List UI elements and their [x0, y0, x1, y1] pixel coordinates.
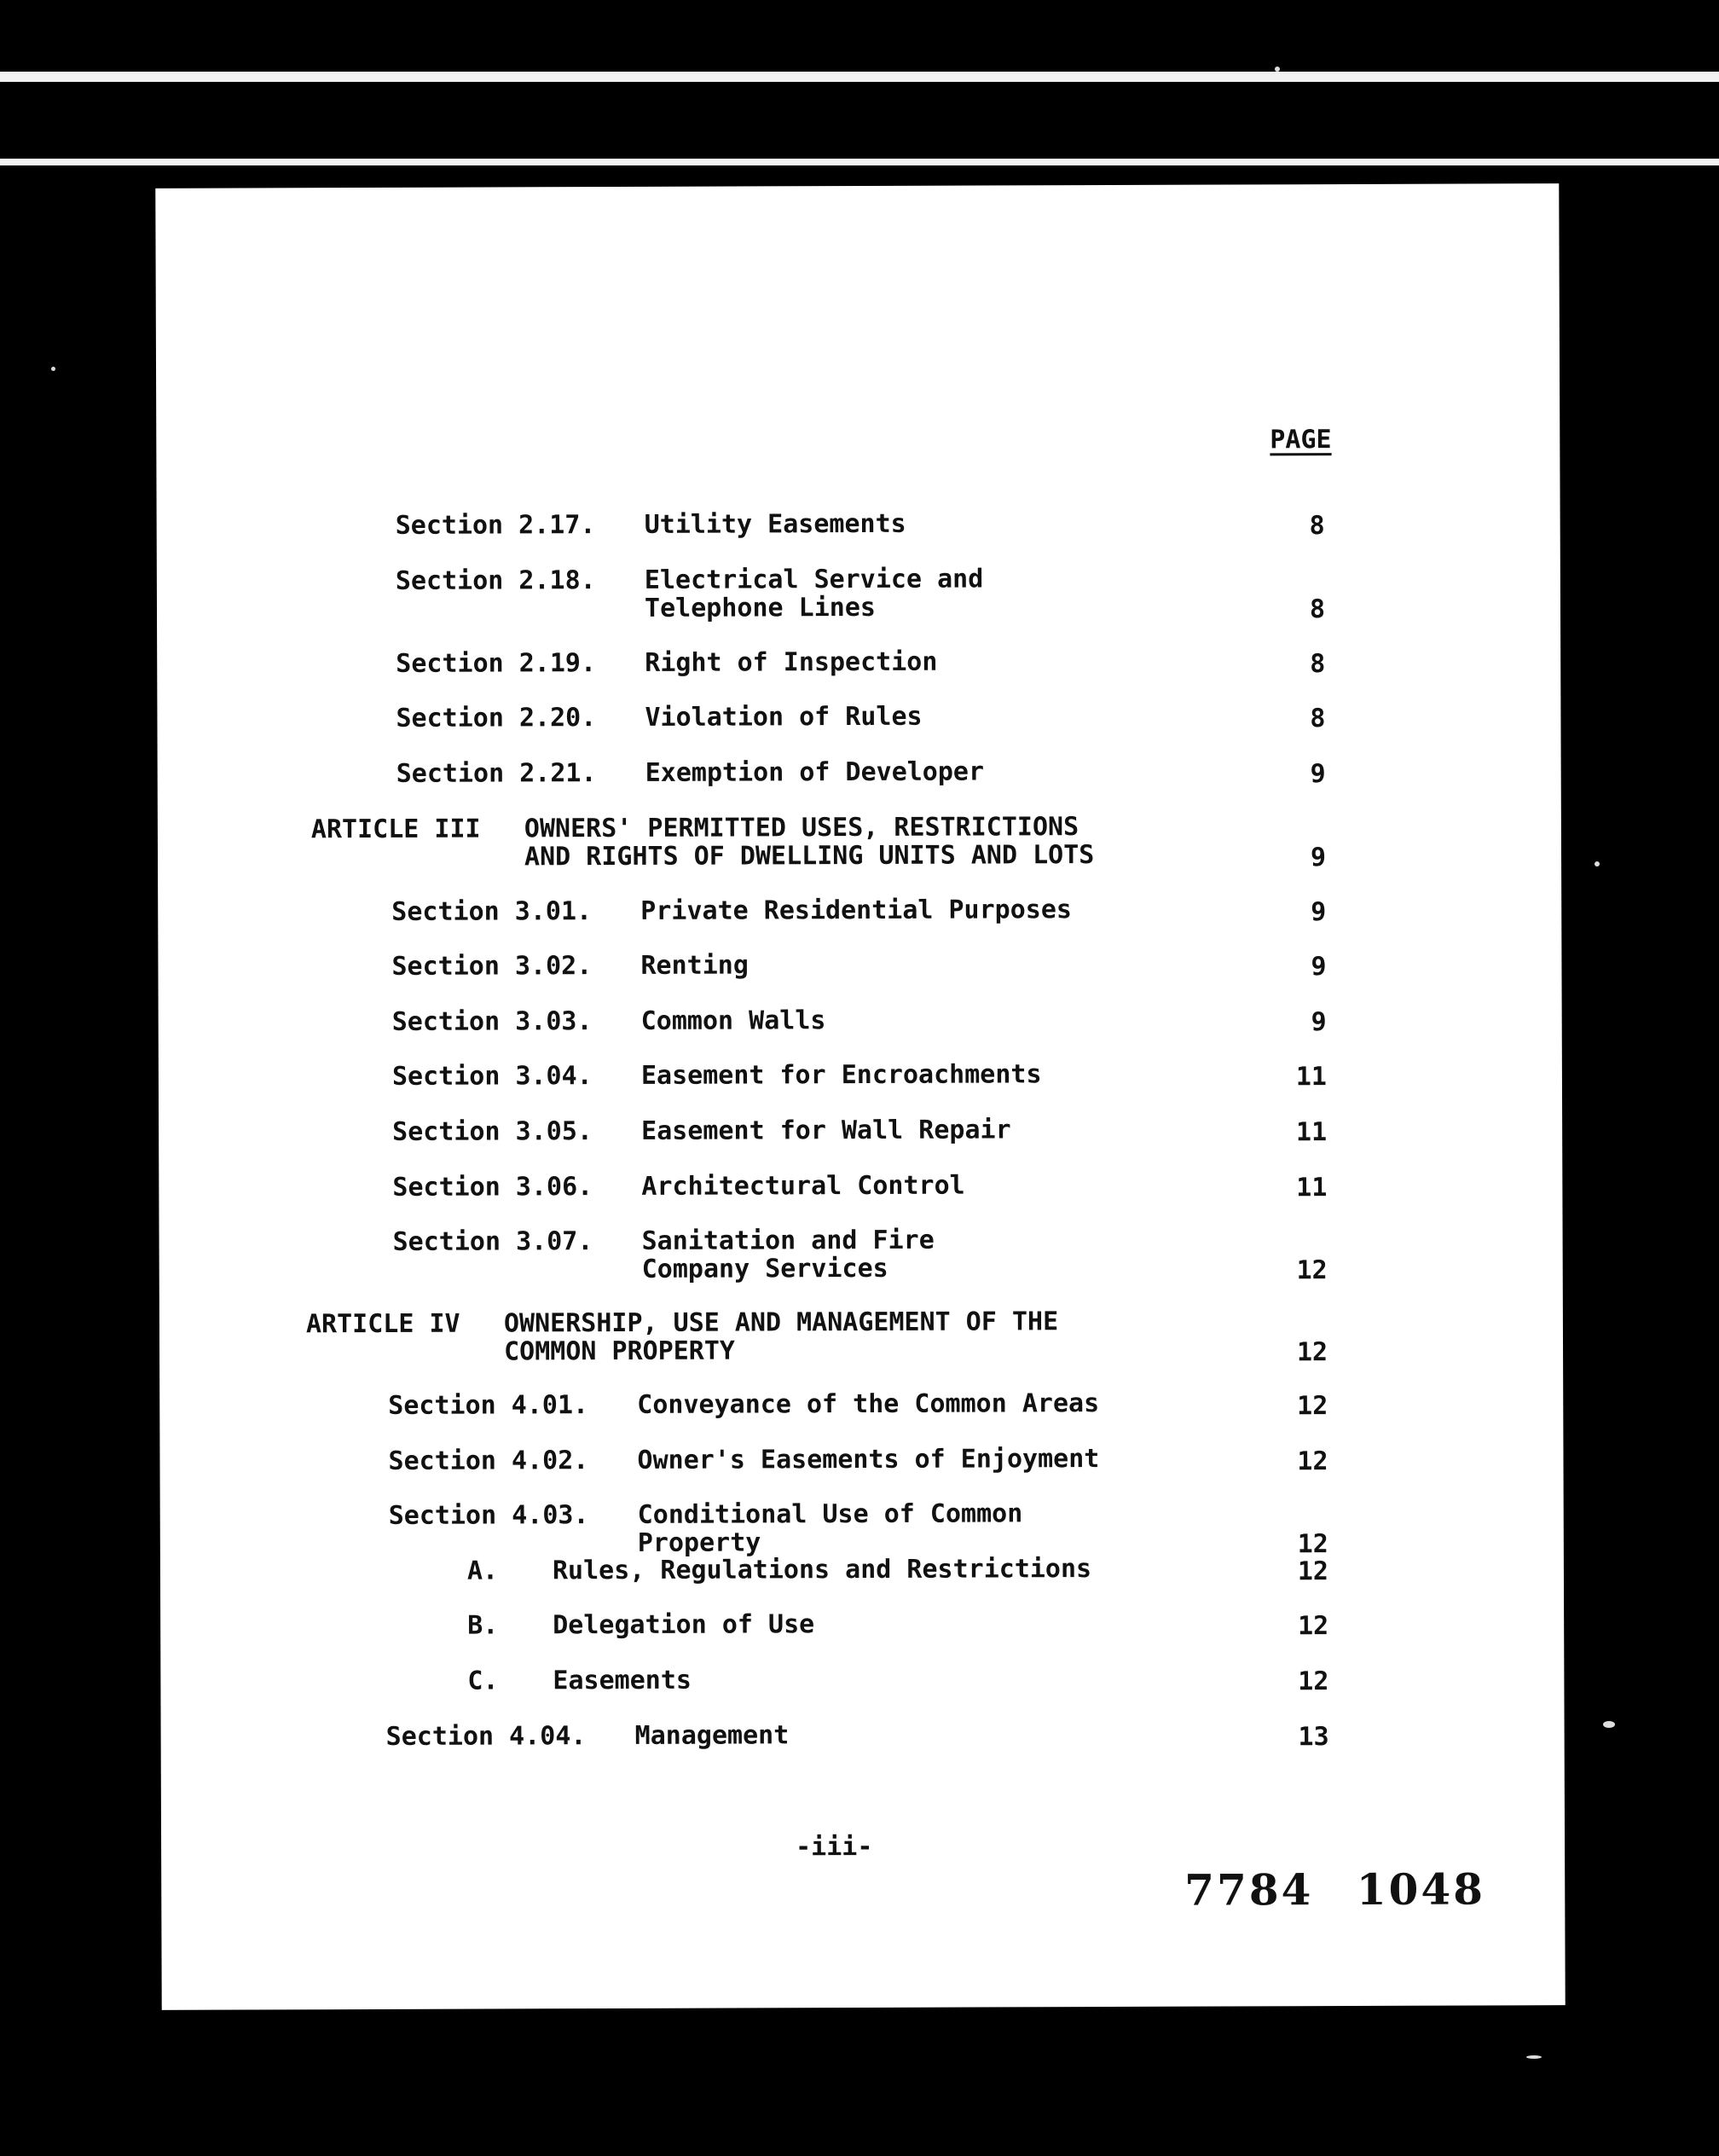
toc-entry-title [638, 1499, 1023, 1557]
toc-entry-title [640, 951, 749, 979]
toc-entry-title [637, 1445, 1099, 1475]
document-page [155, 183, 1565, 2010]
toc-entry-title [645, 703, 922, 732]
toc-entry-label: Section 4.03. [388, 1500, 589, 1531]
toc-entry-label: Section 3.01. [391, 896, 593, 927]
toc-entry-label: Section 4.02. [388, 1446, 589, 1476]
toc-entry-title-line: OWNERS' PERMITTED USES, RESTRICTIONS [524, 812, 1079, 844]
toc-entry-title [641, 1116, 1011, 1145]
toc-entry-label: Section 3.04. [391, 1061, 593, 1092]
toc-entry-title-line: Exemption of Developer [645, 756, 985, 788]
toc-entry-title [645, 565, 984, 622]
scan-speck [1275, 67, 1280, 72]
toc-entry-title [553, 1555, 1091, 1585]
toc-entry-page: 12 [1297, 1446, 1328, 1477]
toc-entry-label: ARTICLE IV [305, 1308, 460, 1340]
toc-entry-page: 8 [1309, 511, 1325, 542]
toc-entry-label: ARTICLE III [310, 814, 481, 845]
toc-entry-page: 12 [1296, 1255, 1328, 1286]
toc-entry-page: 11 [1295, 1062, 1327, 1092]
toc-entry-title-line: Telephone Lines [644, 592, 876, 623]
toc-entry-label: A. [466, 1556, 499, 1586]
toc-entry-title-line: Property [637, 1527, 761, 1558]
toc-entry-title-line: COMMON PROPERTY [503, 1336, 736, 1367]
toc-entry-title [635, 1721, 790, 1750]
toc-entry-label: Section 2.18. [395, 565, 596, 596]
toc-entry-title-line: Easement for Encroachments [640, 1059, 1042, 1091]
toc-entry-label: C. [467, 1666, 499, 1696]
toc-entry-page: 12 [1297, 1391, 1328, 1422]
toc-entry-title [645, 510, 906, 539]
toc-entry-page: 11 [1295, 1117, 1328, 1148]
toc-entry-title-line: Conditional Use of Common [637, 1498, 1023, 1530]
toc-entry-title-line: Private Residential Purposes [640, 895, 1073, 926]
toc-entry-page: 9 [1311, 1007, 1327, 1038]
toc-entry-title [524, 813, 1095, 871]
toc-entry-title-line: Rules, Regulations and Restrictions [552, 1554, 1092, 1586]
toc-entry-title [553, 1610, 814, 1639]
stamp-number: 7784 1048 [1184, 1863, 1486, 1915]
toc-entry-title [640, 895, 1072, 925]
toc-entry-title-line: Conveyance of the Common Areas [637, 1388, 1100, 1420]
toc-entry-page: 9 [1311, 952, 1327, 982]
toc-entry-title [641, 1060, 1042, 1090]
toc-entry-page: 9 [1310, 759, 1326, 790]
toc-entry-title [645, 757, 984, 786]
scan-speck [1526, 2055, 1542, 2059]
toc-entry-title-line: Renting [640, 950, 749, 981]
toc-entry-page: 8 [1309, 594, 1326, 625]
toc-entry-title-line: Owner's Easements of Enjoyment [637, 1444, 1100, 1475]
toc-entry-title-line: Architectural Control [641, 1170, 965, 1202]
toc-entry-page: 9 [1311, 897, 1327, 928]
toc-entry-title-line: Delegation of Use [553, 1609, 815, 1641]
toc-entry-page: 12 [1296, 1337, 1328, 1368]
toc-entry-page: 12 [1297, 1556, 1329, 1587]
toc-entry-page: 12 [1297, 1611, 1329, 1642]
toc-entry-label: Section 4.04. [385, 1721, 587, 1752]
scan-edge-line [0, 72, 1719, 82]
toc-entry-label: B. [467, 1610, 499, 1641]
toc-entry-label: Section 3.05. [392, 1116, 593, 1147]
toc-entry-label: Section 2.17. [395, 510, 596, 541]
toc-entry-label: Section 2.21. [396, 758, 597, 789]
scan-speck [1603, 1721, 1615, 1728]
toc-entry-title-line: OWNERSHIP, USE AND MANAGEMENT OF THE [503, 1307, 1059, 1339]
toc-entry-page: 9 [1310, 843, 1327, 873]
toc-entry-label: Section 3.07. [392, 1226, 593, 1257]
toc-entry-title [641, 1006, 826, 1035]
toc-entry-page: 12 [1298, 1666, 1329, 1697]
toc-entry-page: 13 [1298, 1722, 1329, 1753]
toc-entry-title-line: Utility Easements [644, 508, 906, 540]
toc-entry-label: Section 3.06. [392, 1172, 593, 1203]
toc-entry-page: 12 [1297, 1529, 1328, 1560]
toc-entry-title [637, 1389, 1099, 1419]
toc-entry-title-line: Electrical Service and [644, 564, 984, 595]
page-folio: -iii- [796, 1831, 873, 1863]
scan-speck [1595, 861, 1600, 866]
toc-entry-title [645, 648, 937, 677]
toc-entry-label: Section 2.20. [396, 703, 597, 733]
toc-entry-page: 8 [1310, 704, 1326, 734]
toc-entry-page: 11 [1296, 1173, 1328, 1203]
toc-entry-label: Section 3.03. [391, 1006, 593, 1037]
toc-entry-title-line: Management [634, 1720, 790, 1751]
toc-entry-title-line: Right of Inspection [645, 646, 938, 678]
toc-entry-title-line: AND RIGHTS OF DWELLING UNITS AND LOTS [524, 840, 1095, 872]
scan-speck [51, 367, 55, 371]
page-column-header: PAGE [1270, 425, 1332, 455]
toc-entry-title-line: Sanitation and Fire [641, 1225, 935, 1256]
toc-entry-title-line: Violation of Rules [645, 701, 923, 733]
toc-entry-title-line: Easements [553, 1665, 692, 1696]
toc-entry-label: Section 2.19. [396, 648, 597, 679]
toc-entry-page: 8 [1310, 649, 1326, 680]
toc-entry-title-line: Common Walls [640, 1006, 826, 1036]
toc-entry-title [504, 1307, 1058, 1365]
toc-entry-label: Section 3.02. [391, 951, 593, 982]
toc-entry-label: Section 4.01. [388, 1390, 589, 1421]
toc-entry-title-line: Easement for Wall Repair [641, 1115, 1011, 1146]
toc-entry-title-line: Company Services [641, 1253, 888, 1284]
toc-entry-title [641, 1172, 964, 1201]
toc-entry-title [553, 1666, 692, 1695]
toc-entry-title [642, 1226, 935, 1284]
scan-edge-line [0, 159, 1719, 165]
